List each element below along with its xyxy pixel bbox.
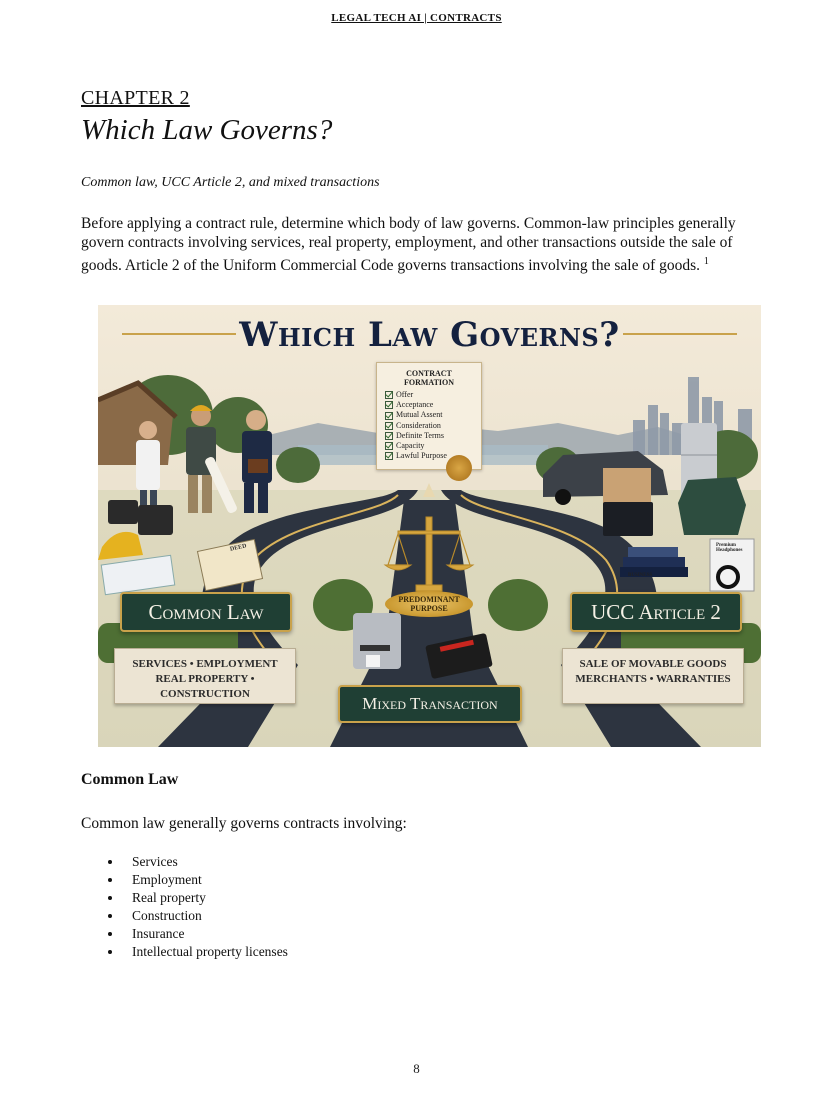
checkbox-checked-icon xyxy=(385,391,393,399)
checklist-item: Offer xyxy=(385,390,473,400)
checkbox-checked-icon xyxy=(385,422,393,430)
list-item: Construction xyxy=(81,907,288,925)
checklist-item: Definite Terms xyxy=(385,431,473,441)
checkbox-checked-icon xyxy=(385,401,393,409)
checklist-item: Acceptance xyxy=(385,400,473,410)
checklist-item: Lawful Purpose xyxy=(385,451,473,461)
checkbox-checked-icon xyxy=(385,442,393,450)
book-label: BUSINESS xyxy=(628,573,653,578)
checklist-item: Capacity xyxy=(385,441,473,451)
common-law-stone xyxy=(114,648,296,704)
common-law-sign: Common Law xyxy=(120,592,292,632)
chapter-title: Which Law Governs? xyxy=(81,114,333,146)
chapter-label: CHAPTER 2 xyxy=(81,87,190,109)
footnote-marker: 1 xyxy=(703,256,709,267)
section-heading: Common Law xyxy=(81,771,179,788)
section-intro: Common law generally governs contracts involving: xyxy=(81,815,407,832)
ucc-stone xyxy=(562,648,744,704)
page-number: 8 xyxy=(413,1061,420,1076)
contract-formation-checklist xyxy=(376,362,482,470)
common-law-list xyxy=(81,853,288,961)
list-item: Intellectual property licenses xyxy=(81,943,288,961)
ucc-article-2-sign: UCC Article 2 xyxy=(570,592,742,632)
mixed-transaction-sign: Mixed Transaction xyxy=(338,685,522,723)
checklist-item: Consideration xyxy=(385,421,473,431)
headphones-box-label: Premium Headphones xyxy=(716,543,743,553)
chapter-subtitle: Common law, UCC Article 2, and mixed transactions xyxy=(81,175,380,190)
list-item: Insurance xyxy=(81,925,288,943)
intro-paragraph xyxy=(81,214,751,275)
list-item: Real property xyxy=(81,889,288,907)
ucc-stone-line: SALE OF MOVABLE GOODS xyxy=(579,658,727,670)
ucc-stone-line: MERCHANTS • WARRANTIES xyxy=(575,673,731,685)
illustration-title: Which Law Governs? xyxy=(239,315,620,355)
checklist-title: CONTRACT FORMATION xyxy=(403,369,455,387)
checklist-item: Mutual Assent xyxy=(385,410,473,420)
list-item: Services xyxy=(81,853,288,871)
common-law-stone-line: REAL PROPERTY • CONSTRUCTION xyxy=(155,673,255,700)
checkbox-checked-icon xyxy=(385,412,393,420)
gold-seal-icon xyxy=(446,455,472,481)
running-header: LEGAL TECH AI | CONTRACTS xyxy=(331,12,502,24)
list-item: Employment xyxy=(81,871,288,889)
checkbox-checked-icon xyxy=(385,452,393,460)
common-law-stone-line: SERVICES • EMPLOYMENT xyxy=(132,658,278,670)
checkbox-checked-icon xyxy=(385,432,393,440)
predominant-purpose-plaque: PREDOMINANT PURPOSE xyxy=(385,591,473,617)
which-law-governs-illustration xyxy=(98,305,761,747)
intro-text: Before applying a contract rule, determine which body of law governs. Common-law principles generally govern contracts involving services, real property, employment, and other transactions outside the sale of goods. Article 2 of the Uniform Commercial Code governs transactions involving the sale of goods. xyxy=(81,215,736,275)
deed-label: DEED xyxy=(229,543,248,553)
